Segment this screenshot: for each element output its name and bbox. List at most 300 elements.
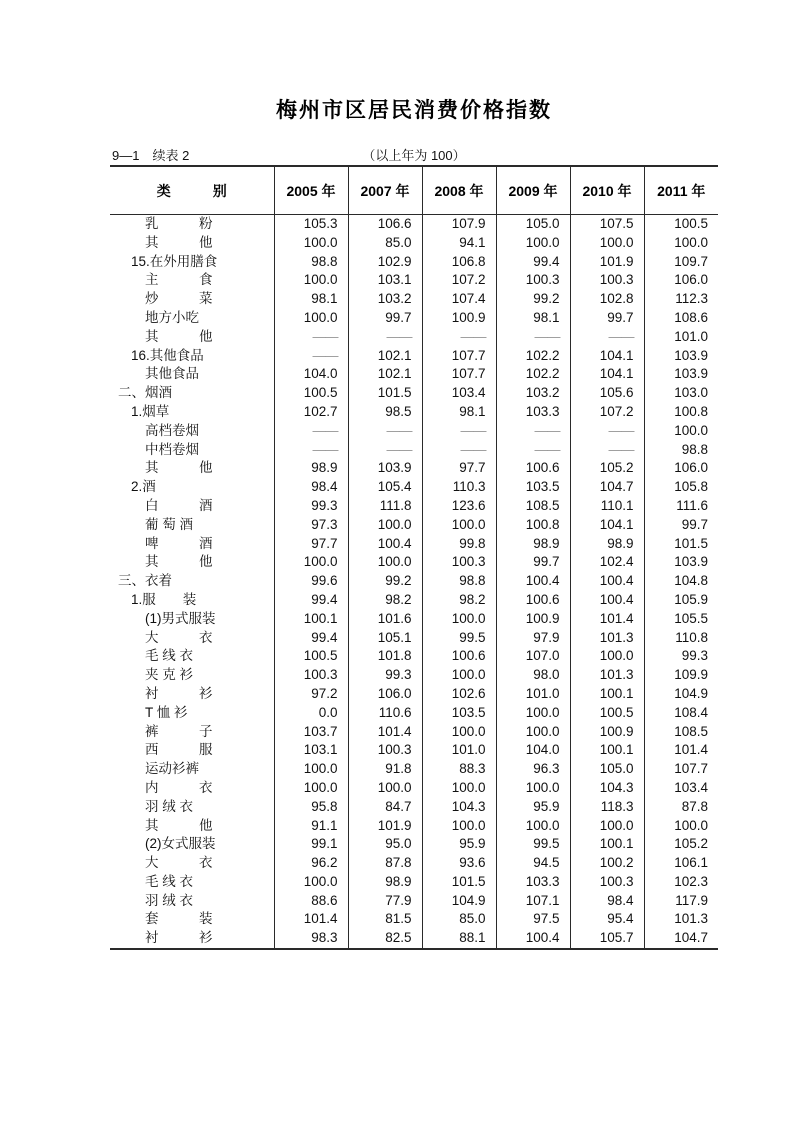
cpi-value-cell: 107.1	[496, 892, 570, 911]
cpi-value-missing: ——	[570, 328, 644, 347]
table-row	[110, 704, 718, 723]
cpi-value-cell: 101.5	[348, 384, 422, 403]
cpi-value-cell: 85.0	[422, 910, 496, 929]
cpi-value-cell: 100.1	[570, 741, 644, 760]
cpi-value-cell: 97.9	[496, 629, 570, 648]
cpi-value-cell: 99.8	[422, 535, 496, 554]
cpi-value-cell: 107.0	[496, 647, 570, 666]
table-row	[110, 347, 718, 366]
cpi-value-cell: 100.4	[496, 929, 570, 949]
cpi-value-cell: 105.0	[570, 760, 644, 779]
cpi-value-cell: 99.7	[348, 309, 422, 328]
cpi-value-cell: 99.3	[348, 666, 422, 685]
table-row	[110, 835, 718, 854]
cpi-value-cell: 0.0	[274, 704, 348, 723]
table-row	[110, 892, 718, 911]
cpi-value-cell: 94.5	[496, 854, 570, 873]
table-body	[110, 215, 718, 950]
cpi-value-cell: 99.6	[274, 572, 348, 591]
table-row	[110, 685, 718, 704]
cpi-value-cell: 100.0	[496, 234, 570, 253]
cpi-value-cell: 100.0	[348, 553, 422, 572]
cpi-value-cell: 100.0	[496, 779, 570, 798]
row-category-label: 其 他	[110, 553, 274, 572]
row-category-label: 二、烟酒	[110, 384, 274, 403]
cpi-value-cell: 87.8	[681, 798, 708, 814]
cpi-value-cell: 95.9	[422, 835, 496, 854]
table-content-block	[110, 0, 718, 950]
cpi-value-cell: 103.3	[496, 403, 570, 422]
cpi-value-cell: 99.4	[496, 253, 570, 272]
cpi-value-cell: 100.3	[570, 271, 644, 290]
cpi-value-cell: 99.1	[274, 835, 348, 854]
cpi-value-cell: 104.7	[674, 930, 708, 946]
cpi-value-cell: 110.8	[675, 629, 708, 645]
cpi-value-cell: 100.2	[570, 854, 644, 873]
cpi-value-cell: 98.3	[274, 929, 348, 949]
cpi-value-cell: 97.5	[496, 910, 570, 929]
cpi-value-cell: 97.3	[274, 516, 348, 535]
cpi-value-cell: 101.0	[496, 685, 570, 704]
cpi-value-missing: ——	[348, 422, 422, 441]
cpi-value-cell: 100.0	[274, 309, 348, 328]
table-code: 9—1 续表 2	[112, 148, 190, 163]
cpi-value-cell: 102.2	[496, 347, 570, 366]
row-category-label: 乳 粉	[110, 215, 274, 234]
cpi-value-cell: 94.1	[422, 234, 496, 253]
cpi-value-cell: 100.9	[496, 610, 570, 629]
cpi-value-cell: 100.0	[348, 516, 422, 535]
cpi-value-cell: 103.5	[496, 478, 570, 497]
cpi-value-cell: 103.3	[496, 873, 570, 892]
cpi-value-cell: 103.9	[348, 459, 422, 478]
row-category-label: 衬 衫	[110, 929, 274, 949]
cpi-value-cell: 107.9	[422, 215, 496, 234]
row-category-label: 啤 酒	[110, 535, 274, 554]
cpi-value-cell: 95.4	[570, 910, 644, 929]
cpi-value-cell: 100.5	[570, 704, 644, 723]
cpi-value-cell: 109.9	[674, 667, 708, 683]
cpi-value-missing: ——	[274, 422, 348, 441]
table-row	[110, 384, 718, 403]
cpi-value-cell: 97.2	[274, 685, 348, 704]
cpi-value-cell: 107.2	[422, 271, 496, 290]
cpi-value-cell: 105.2	[674, 836, 708, 852]
cpi-value-cell: 108.6	[674, 309, 708, 325]
column-header-year: 2011 年	[644, 166, 718, 215]
cpi-value-missing: ——	[496, 441, 570, 460]
cpi-value-cell: 91.8	[348, 760, 422, 779]
table-row	[110, 497, 718, 516]
cpi-value-cell: 100.0	[422, 610, 496, 629]
cpi-value-cell: 100.0	[674, 234, 708, 250]
cpi-value-cell: 104.1	[570, 347, 644, 366]
cpi-value-cell: 98.1	[274, 290, 348, 309]
cpi-value-cell: 100.9	[422, 309, 496, 328]
cpi-value-cell: 100.4	[496, 572, 570, 591]
cpi-value-cell: 105.0	[496, 215, 570, 234]
table-row	[110, 572, 718, 591]
cpi-value-cell: 102.9	[348, 253, 422, 272]
cpi-value-cell: 98.9	[348, 873, 422, 892]
row-category-label: 套 装	[110, 910, 274, 929]
row-category-label: 白 酒	[110, 497, 274, 516]
cpi-value-cell: 101.9	[348, 817, 422, 836]
cpi-value-cell: 100.0	[496, 704, 570, 723]
table-row	[110, 741, 718, 760]
cpi-value-cell: 101.3	[570, 629, 644, 648]
cpi-value-cell: 93.6	[422, 854, 496, 873]
row-category-label: 1.烟草	[110, 403, 274, 422]
cpi-value-cell: 95.0	[348, 835, 422, 854]
cpi-value-cell: 99.5	[496, 835, 570, 854]
cpi-value-cell: 100.0	[422, 817, 496, 836]
cpi-value-cell: 100.0	[570, 234, 644, 253]
cpi-value-cell: 107.5	[570, 215, 644, 234]
cpi-value-cell: 103.1	[348, 271, 422, 290]
cpi-value-cell: 103.2	[496, 384, 570, 403]
cpi-value-cell: 111.6	[676, 497, 708, 513]
cpi-value-cell: 103.5	[422, 704, 496, 723]
cpi-value-cell: 100.1	[570, 835, 644, 854]
cpi-value-cell: 106.0	[348, 685, 422, 704]
cpi-value-cell: 102.1	[348, 347, 422, 366]
table-row	[110, 516, 718, 535]
cpi-value-cell: 100.0	[422, 723, 496, 742]
cpi-value-cell: 102.1	[348, 365, 422, 384]
table-row	[110, 798, 718, 817]
cpi-value-cell: 101.5	[422, 873, 496, 892]
cpi-value-cell: 105.6	[570, 384, 644, 403]
cpi-value-cell: 100.1	[274, 610, 348, 629]
cpi-value-cell: 107.7	[422, 365, 496, 384]
cpi-value-cell: 100.6	[496, 591, 570, 610]
cpi-value-missing: ——	[496, 328, 570, 347]
cpi-value-cell: 98.9	[570, 535, 644, 554]
cpi-value-cell: 100.0	[274, 873, 348, 892]
cpi-value-cell: 87.8	[348, 854, 422, 873]
cpi-value-cell: 104.1	[570, 516, 644, 535]
cpi-value-cell: 104.0	[496, 741, 570, 760]
cpi-value-cell: 106.8	[422, 253, 496, 272]
cpi-value-cell: 110.6	[348, 704, 422, 723]
row-category-label: 内 衣	[110, 779, 274, 798]
cpi-value-cell: 99.7	[570, 309, 644, 328]
row-category-label: 2.酒	[110, 478, 274, 497]
cpi-value-cell: 88.3	[422, 760, 496, 779]
cpi-value-cell: 100.1	[570, 685, 644, 704]
cpi-value-cell: 101.0	[674, 328, 708, 344]
cpi-value-cell: 101.5	[674, 535, 708, 551]
cpi-value-cell: 97.7	[422, 459, 496, 478]
row-category-label: 其 他	[110, 328, 274, 347]
cpi-value-cell: 112.3	[675, 291, 708, 307]
table-row	[110, 817, 718, 836]
cpi-value-cell: 102.2	[496, 365, 570, 384]
cpi-value-cell: 107.2	[570, 403, 644, 422]
row-category-label: 毛 线 衣	[110, 647, 274, 666]
cpi-value-missing: ——	[496, 422, 570, 441]
table-row	[110, 422, 718, 441]
row-category-label: 15.在外用膳食	[110, 253, 274, 272]
table-subheader	[110, 145, 718, 163]
column-header-year: 2010 年	[570, 166, 644, 215]
cpi-value-cell: 98.4	[570, 892, 644, 911]
cpi-value-cell: 101.9	[570, 253, 644, 272]
table-row	[110, 234, 718, 253]
cpi-value-cell: 106.0	[674, 460, 708, 476]
cpi-value-missing: ——	[422, 441, 496, 460]
cpi-value-cell: 104.8	[674, 573, 708, 589]
row-category-label: (1)男式服装	[110, 610, 274, 629]
table-row	[110, 441, 718, 460]
cpi-value-missing: ——	[274, 328, 348, 347]
cpi-value-missing: ——	[570, 422, 644, 441]
cpi-value-cell: 105.5	[674, 610, 708, 626]
table-row	[110, 929, 718, 949]
cpi-value-cell: 102.7	[274, 403, 348, 422]
column-header-category: 类 别	[110, 166, 274, 215]
cpi-value-cell: 98.1	[496, 309, 570, 328]
cpi-value-cell: 106.1	[674, 855, 708, 871]
cpi-value-cell: 102.6	[422, 685, 496, 704]
cpi-value-cell: 100.0	[570, 817, 644, 836]
row-category-label: 主 食	[110, 271, 274, 290]
cpi-value-cell: 123.6	[422, 497, 496, 516]
cpi-value-cell: 99.4	[274, 591, 348, 610]
row-category-label: 毛 线 衣	[110, 873, 274, 892]
cpi-value-cell: 99.7	[496, 553, 570, 572]
cpi-value-cell: 100.0	[274, 553, 348, 572]
page-title: 梅州市区居民消费价格指数	[276, 99, 552, 122]
row-category-label: 三、衣着	[110, 572, 274, 591]
row-category-label: 衬 衫	[110, 685, 274, 704]
cpi-value-cell: 81.5	[348, 910, 422, 929]
cpi-value-cell: 107.7	[422, 347, 496, 366]
cpi-value-cell: 101.6	[348, 610, 422, 629]
cpi-value-missing: ——	[570, 441, 644, 460]
cpi-value-cell: 100.3	[274, 666, 348, 685]
cpi-value-cell: 100.6	[496, 459, 570, 478]
table-row	[110, 328, 718, 347]
cpi-value-cell: 105.3	[274, 215, 348, 234]
cpi-value-cell: 100.3	[570, 873, 644, 892]
cpi-value-cell: 103.9	[674, 366, 708, 382]
row-category-label: 夹 克 衫	[110, 666, 274, 685]
cpi-value-cell: 99.7	[681, 516, 708, 532]
cpi-value-cell: 100.9	[570, 723, 644, 742]
cpi-value-cell: 100.3	[348, 741, 422, 760]
cpi-value-cell: 108.4	[674, 704, 708, 720]
cpi-value-cell: 98.9	[496, 535, 570, 554]
table-row	[110, 779, 718, 798]
cpi-value-cell: 105.7	[570, 929, 644, 949]
cpi-value-cell: 103.9	[674, 554, 708, 570]
cpi-value-cell: 104.3	[422, 798, 496, 817]
cpi-value-cell: 98.2	[422, 591, 496, 610]
cpi-value-cell: 101.3	[570, 666, 644, 685]
cpi-value-cell: 101.8	[348, 647, 422, 666]
table-row	[110, 459, 718, 478]
cpi-table	[110, 165, 718, 950]
cpi-value-cell: 88.6	[274, 892, 348, 911]
cpi-value-cell: 100.4	[570, 591, 644, 610]
row-category-label: 其他食品	[110, 365, 274, 384]
row-category-label: 其 他	[110, 234, 274, 253]
cpi-value-cell: 100.0	[274, 760, 348, 779]
cpi-value-cell: 99.4	[274, 629, 348, 648]
column-header-year: 2007 年	[348, 166, 422, 215]
cpi-value-cell: 100.5	[274, 384, 348, 403]
cpi-value-cell: 100.0	[674, 817, 708, 833]
cpi-value-cell: 84.7	[348, 798, 422, 817]
table-row	[110, 215, 718, 234]
table-row	[110, 365, 718, 384]
cpi-value-missing: ——	[348, 441, 422, 460]
cpi-value-cell: 100.0	[496, 817, 570, 836]
row-category-label: 中档卷烟	[110, 441, 274, 460]
cpi-value-cell: 110.3	[422, 478, 496, 497]
cpi-value-cell: 100.0	[274, 234, 348, 253]
table-row	[110, 629, 718, 648]
cpi-value-cell: 101.4	[674, 742, 708, 758]
cpi-value-cell: 98.8	[681, 441, 708, 457]
row-category-label: 地方小吃	[110, 309, 274, 328]
cpi-value-cell: 105.2	[570, 459, 644, 478]
cpi-value-cell: 105.9	[674, 591, 708, 607]
cpi-value-cell: 101.4	[348, 723, 422, 742]
cpi-value-cell: 96.2	[274, 854, 348, 873]
row-category-label: T 恤 衫	[110, 704, 274, 723]
table-row	[110, 647, 718, 666]
cpi-value-cell: 100.6	[422, 647, 496, 666]
row-category-label: 西 服	[110, 741, 274, 760]
cpi-value-cell: 103.1	[274, 741, 348, 760]
cpi-value-cell: 85.0	[348, 234, 422, 253]
cpi-value-cell: 106.0	[674, 272, 708, 288]
cpi-value-cell: 101.3	[674, 911, 708, 927]
cpi-value-cell: 105.8	[674, 479, 708, 495]
cpi-value-cell: 100.0	[496, 723, 570, 742]
row-category-label: 高档卷烟	[110, 422, 274, 441]
table-row	[110, 403, 718, 422]
cpi-value-missing: ——	[422, 328, 496, 347]
table-row	[110, 290, 718, 309]
cpi-value-missing: ——	[274, 347, 348, 366]
cpi-value-cell: 100.4	[570, 572, 644, 591]
cpi-value-cell: 103.4	[422, 384, 496, 403]
cpi-value-cell: 100.0	[674, 422, 708, 438]
row-category-label: 羽 绒 衣	[110, 798, 274, 817]
cpi-value-cell: 102.4	[570, 553, 644, 572]
cpi-value-cell: 104.3	[570, 779, 644, 798]
table-row	[110, 253, 718, 272]
cpi-value-cell: 111.8	[348, 497, 422, 516]
cpi-value-cell: 98.1	[422, 403, 496, 422]
cpi-value-cell: 103.0	[674, 385, 708, 401]
cpi-value-cell: 107.7	[674, 761, 708, 777]
cpi-value-cell: 107.4	[422, 290, 496, 309]
cpi-value-cell: 100.0	[422, 666, 496, 685]
cpi-value-cell: 98.5	[348, 403, 422, 422]
cpi-value-cell: 100.0	[348, 779, 422, 798]
row-category-label: 裤 子	[110, 723, 274, 742]
cpi-value-cell: 98.4	[274, 478, 348, 497]
row-category-label: 1.服 装	[110, 591, 274, 610]
cpi-value-cell: 100.0	[422, 516, 496, 535]
cpi-value-cell: 103.9	[674, 347, 708, 363]
cpi-value-cell: 102.8	[570, 290, 644, 309]
cpi-value-cell: 104.0	[274, 365, 348, 384]
cpi-value-cell: 100.0	[274, 779, 348, 798]
cpi-value-cell: 99.3	[274, 497, 348, 516]
row-category-label: 大 衣	[110, 629, 274, 648]
cpi-value-cell: 118.3	[570, 798, 644, 817]
row-category-label: 16.其他食品	[110, 347, 274, 366]
cpi-value-cell: 100.5	[274, 647, 348, 666]
cpi-value-cell: 103.2	[348, 290, 422, 309]
cpi-value-cell: 95.8	[274, 798, 348, 817]
cpi-value-cell: 98.9	[274, 459, 348, 478]
table-row	[110, 553, 718, 572]
column-header-year: 2008 年	[422, 166, 496, 215]
cpi-value-cell: 104.7	[570, 478, 644, 497]
table-row	[110, 271, 718, 290]
row-category-label: 其 他	[110, 817, 274, 836]
cpi-value-cell: 104.1	[570, 365, 644, 384]
cpi-value-cell: 101.4	[570, 610, 644, 629]
table-row	[110, 910, 718, 929]
row-category-label: 炒 菜	[110, 290, 274, 309]
cpi-value-cell: 96.3	[496, 760, 570, 779]
table-header	[110, 166, 718, 215]
row-category-label: 大 衣	[110, 854, 274, 873]
cpi-value-cell: 99.2	[496, 290, 570, 309]
cpi-value-cell: 108.5	[496, 497, 570, 516]
table-row	[110, 591, 718, 610]
table-row	[110, 478, 718, 497]
cpi-value-cell: 100.3	[496, 271, 570, 290]
cpi-value-cell: 117.9	[675, 892, 708, 908]
cpi-value-cell: 110.1	[570, 497, 644, 516]
cpi-value-cell: 103.4	[674, 779, 708, 795]
cpi-value-cell: 99.5	[422, 629, 496, 648]
cpi-value-missing: ——	[348, 328, 422, 347]
cpi-value-cell: 100.0	[274, 271, 348, 290]
cpi-value-cell: 100.0	[422, 779, 496, 798]
table-row	[110, 610, 718, 629]
cpi-value-cell: 100.0	[570, 647, 644, 666]
cpi-value-cell: 97.7	[274, 535, 348, 554]
column-header-year: 2005 年	[274, 166, 348, 215]
cpi-value-cell: 98.0	[496, 666, 570, 685]
cpi-value-cell: 108.5	[674, 723, 708, 739]
cpi-value-cell: 105.4	[348, 478, 422, 497]
table-row	[110, 535, 718, 554]
cpi-value-cell: 109.7	[674, 253, 708, 269]
cpi-value-cell: 104.9	[422, 892, 496, 911]
cpi-value-cell: 100.8	[496, 516, 570, 535]
cpi-value-cell: 91.1	[274, 817, 348, 836]
cpi-value-cell: 101.0	[422, 741, 496, 760]
cpi-value-cell: 77.9	[348, 892, 422, 911]
table-base-note: （以上年为 100）	[362, 148, 466, 163]
cpi-value-cell: 82.5	[348, 929, 422, 949]
cpi-value-cell: 100.4	[348, 535, 422, 554]
table-row	[110, 760, 718, 779]
cpi-value-cell: 98.8	[422, 572, 496, 591]
table-row	[110, 873, 718, 892]
